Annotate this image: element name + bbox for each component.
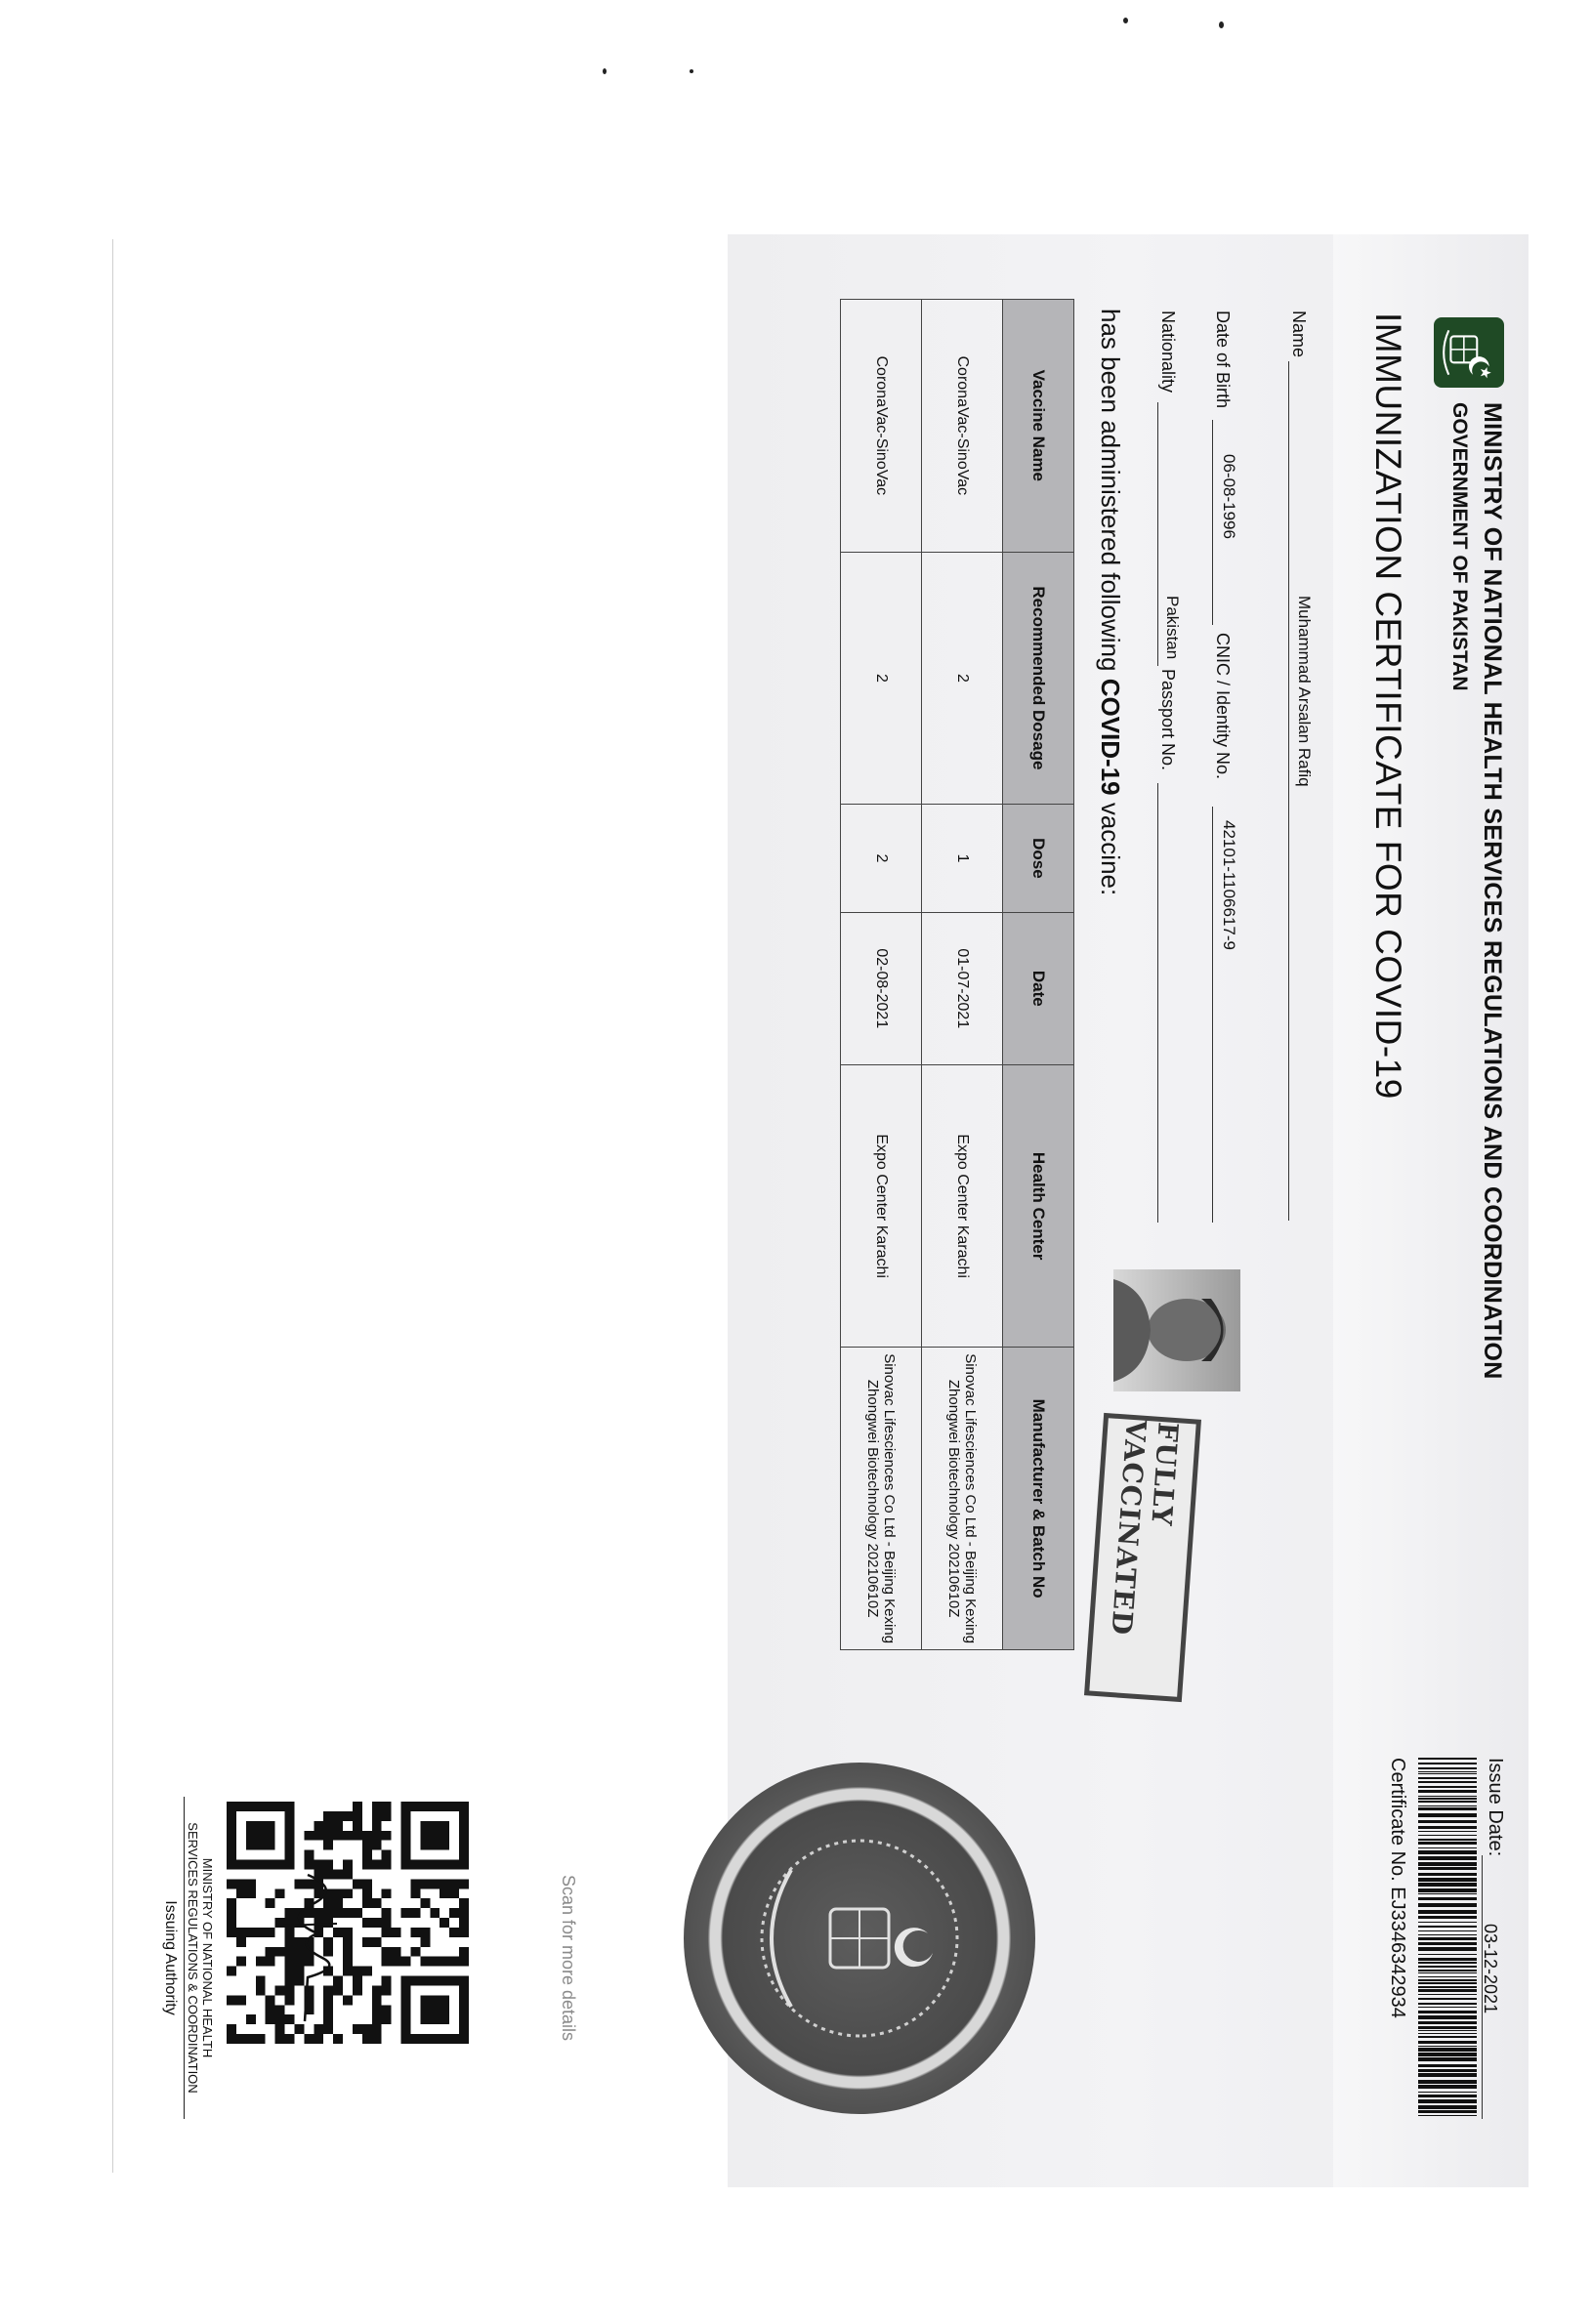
seal-emblem-icon [684,1763,1035,2114]
nationality-value: Pakistan [1163,596,1182,660]
col-health-center: Health Center [1003,1065,1074,1348]
issue-date-label: Issue Date: [1485,1758,1506,1857]
cell-manufacturer: Sinovac Lifesciences Co Ltd - Beijing Kexing Zhongwei Biotechnology 20210610Z [922,1348,1003,1650]
passport-underline [1157,783,1158,1223]
cnic-value: 42101-1106617-9 [1220,820,1238,950]
cell-dose: 2 [841,805,922,912]
scan-speck [603,68,607,74]
certificate-number [1386,1758,1408,2018]
vaccination-table [840,299,1074,1650]
certificate-title: IMMUNIZATION CERTIFICATE FOR COVID-19 [1368,312,1408,1100]
government-heading: GOVERNMENT OF PAKISTAN [1448,402,1471,691]
col-recommended-dosage: Recommended Dosage [1003,552,1074,805]
cell-health-center: Expo Center Karachi [841,1065,922,1348]
col-vaccine-name: Vaccine Name [1003,300,1074,553]
scan-speck [1219,21,1224,28]
fully-vaccinated-stamp: FULLY VACCINATED [1084,1413,1201,1702]
statement-suffix: vaccine: [1096,795,1125,896]
holder-photo [1113,1269,1240,1391]
signature-icon [273,1865,352,2031]
nationality-label: Nationality [1158,311,1178,394]
cell-vaccine: CoronaVac-SinoVac [841,300,922,553]
cell-manufacturer: Sinovac Lifesciences Co Ltd - Beijing Kexing Zhongwei Biotechnology 20210610Z [841,1348,922,1650]
administered-statement [1095,309,1125,895]
table-row [922,300,1003,1650]
dob-label: Date of Birth [1213,311,1233,409]
name-value: Muhammad Arsalan Rafiq [1295,596,1314,787]
certificate-number-value: EJ3346342934 [1387,1887,1408,2018]
cnic-underline [1212,807,1213,1223]
table-header-row [1003,300,1074,1650]
statement-prefix: has been administered following [1096,309,1125,679]
cell-recommended: 2 [922,552,1003,805]
table-row [841,300,922,1650]
cell-date: 02-08-2021 [841,912,922,1064]
name-label: Name [1289,311,1309,358]
col-date: Date [1003,912,1074,1064]
dob-underline [1212,420,1213,625]
passport-label: Passport No. [1158,669,1178,771]
pakistan-emblem-icon [1434,317,1504,388]
certificate-number-label: Certificate No. [1387,1758,1408,1882]
dob-value: 06-08-1996 [1220,454,1238,539]
cell-health-center: Expo Center Karachi [922,1065,1003,1348]
col-manufacturer-batch: Manufacturer & Batch No [1003,1348,1074,1650]
col-dose: Dose [1003,805,1074,912]
statement-vaccine: COVID-19 [1096,678,1125,796]
name-underline [1288,361,1289,1221]
cell-recommended: 2 [841,552,922,805]
barcode-icon [1418,1758,1477,2119]
issuing-authority-block [163,1797,215,2119]
issue-date-value: 03-12-2021 [1481,1924,1500,2014]
scan-speck [1123,18,1128,23]
authority-line1: MINISTRY OF NATIONAL HEALTH [200,1857,215,2058]
scan-speck [690,69,693,73]
cell-date: 01-07-2021 [922,912,1003,1064]
issuing-authority-label: Issuing Authority [162,1900,179,2015]
qr-caption: Scan for more details [559,1874,578,2042]
ministry-heading: MINISTRY OF NATIONAL HEALTH SERVICES REGULATIONS AND COORDINATION [1479,402,1506,1380]
nationality-underline [1157,402,1158,666]
authority-line2: SERVICES REGULATIONS & COORDINATION [184,1797,200,2119]
cnic-label: CNIC / Identity No. [1213,633,1233,780]
cell-vaccine: CoronaVac-SinoVac [922,300,1003,553]
cell-dose: 1 [922,805,1003,912]
immunization-certificate [98,293,1524,2324]
